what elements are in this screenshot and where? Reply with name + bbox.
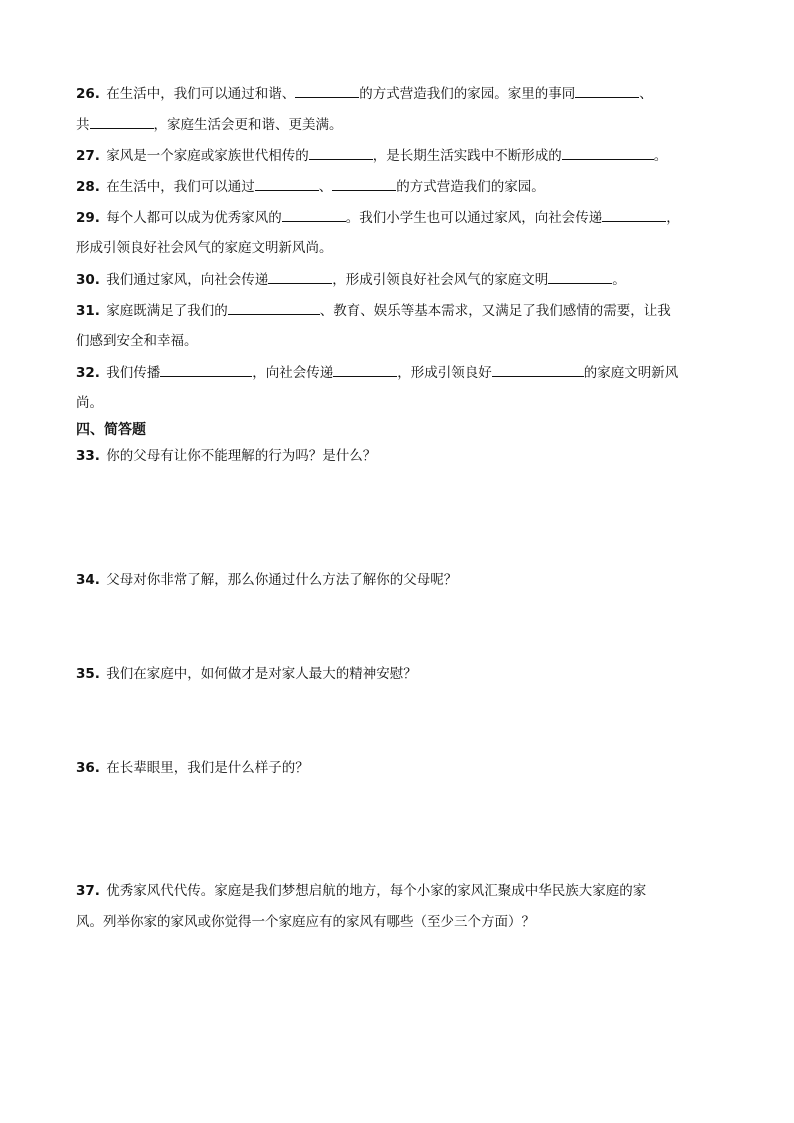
question-number: 34. <box>76 572 100 588</box>
question-text: ，向社会传递 <box>252 365 334 381</box>
answer-blank[interactable] <box>255 176 319 191</box>
question-text: 在生活中，我们可以通过和谐、 <box>106 86 296 102</box>
question-text: ，形成引领良好社会风气的家庭文明 <box>332 272 549 288</box>
question-text: 家庭既满足了我们的 <box>106 303 228 319</box>
question-32-line-2 <box>76 393 726 413</box>
answer-blank[interactable] <box>602 207 666 222</box>
question-text: 形成引领良好社会风气的家庭文明新风尚。 <box>76 240 333 256</box>
question-number: 35. <box>76 666 100 682</box>
question-28-line-1 <box>76 176 726 197</box>
answer-blank[interactable] <box>160 362 252 377</box>
question-text: 的方式营造我们的家园。 <box>396 179 545 195</box>
question-32-line-1 <box>76 362 726 383</box>
question-number: 31. <box>76 303 100 319</box>
question-36 <box>76 758 726 778</box>
answer-blank[interactable] <box>548 269 612 284</box>
question-text: 、教育、娱乐等基本需求，又满足了我们感情的需要，让我 <box>319 303 671 319</box>
section-heading: 四、简答题 <box>76 422 146 438</box>
question-number: 27. <box>76 148 100 164</box>
question-text: 我们传播 <box>106 365 161 381</box>
question-31-line-1 <box>76 300 726 321</box>
question-number: 36. <box>76 760 100 776</box>
question-text: 我们在家庭中，如何做才是对家人最大的精神安慰？ <box>106 666 417 682</box>
answer-blank[interactable] <box>562 145 654 160</box>
question-text: 。 <box>612 272 626 288</box>
question-34 <box>76 570 726 590</box>
answer-blank[interactable] <box>309 145 373 160</box>
question-text: 每个人都可以成为优秀家风的 <box>106 210 282 226</box>
answer-blank[interactable] <box>333 362 397 377</box>
question-text: ，家庭生活会更和谐、更美满。 <box>153 117 343 133</box>
question-text: 父母对你非常了解，那么你通过什么方法了解你的父母呢？ <box>106 572 458 588</box>
question-35 <box>76 664 726 684</box>
question-number: 30. <box>76 272 100 288</box>
question-text: 们感到安全和幸福。 <box>76 333 198 349</box>
answer-blank[interactable] <box>332 176 396 191</box>
answer-blank[interactable] <box>90 114 154 129</box>
question-text: 、 <box>318 179 333 195</box>
answer-blank[interactable] <box>228 300 320 315</box>
question-number: 32. <box>76 365 100 381</box>
question-text: 优秀家风代代传。家庭是我们梦想启航的地方，每个小家的家风汇聚成中华民族大家庭的家 <box>106 883 647 899</box>
question-27-line-1 <box>76 145 726 166</box>
answer-blank[interactable] <box>268 269 332 284</box>
question-text: 的方式营造我们的家园。家里的事同 <box>359 86 576 102</box>
question-text: ， <box>666 210 680 226</box>
question-text: 的家庭文明新风 <box>583 365 679 381</box>
question-33 <box>76 446 726 466</box>
question-30-line-1 <box>76 269 726 290</box>
question-26-line-1 <box>76 83 726 104</box>
question-text: 在生活中，我们可以通过 <box>106 179 255 195</box>
question-number: 33. <box>76 448 100 464</box>
answer-blank[interactable] <box>492 362 584 377</box>
question-29-line-2 <box>76 238 726 258</box>
question-text: 家风是一个家庭或家族世代相传的 <box>106 148 309 164</box>
question-text: 你的父母有让你不能理解的行为吗？是什么？ <box>106 448 377 464</box>
question-37-line-2 <box>76 912 726 932</box>
question-text: ，形成引领良好 <box>397 365 492 381</box>
question-text: 共 <box>76 117 90 133</box>
question-37-line-1 <box>76 881 726 901</box>
question-text: ，是长期生活实践中不断形成的 <box>372 148 562 164</box>
question-text: 我们通过家风，向社会传递 <box>106 272 269 288</box>
question-number: 29. <box>76 210 100 226</box>
question-text: 在长辈眼里，我们是什么样子的？ <box>106 760 309 776</box>
answer-blank[interactable] <box>575 83 639 98</box>
answer-blank[interactable] <box>282 207 346 222</box>
question-number: 28. <box>76 179 100 195</box>
question-29-line-1 <box>76 207 726 228</box>
question-text: 风。列举你家的家风或你觉得一个家庭应有的家风有哪些（至少三个方面）？ <box>76 914 535 930</box>
question-number: 26. <box>76 86 100 102</box>
question-text: 尚。 <box>76 395 103 411</box>
question-number: 37. <box>76 883 100 899</box>
question-text: 、 <box>639 86 653 102</box>
question-text: 。我们小学生也可以通过家风，向社会传递 <box>345 210 603 226</box>
answer-blank[interactable] <box>295 83 359 98</box>
question-31-line-2 <box>76 331 726 351</box>
question-text: 。 <box>653 148 668 164</box>
question-26-line-2 <box>76 114 726 135</box>
